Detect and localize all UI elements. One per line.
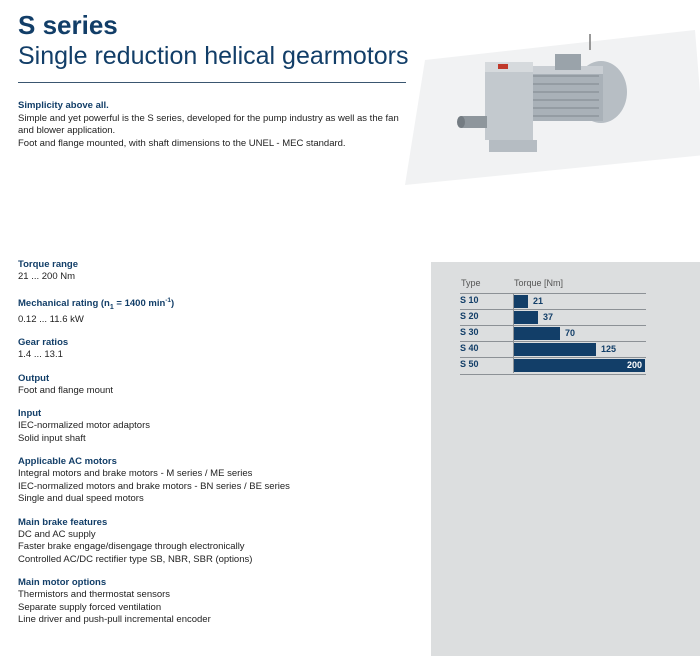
spec-value: Solid input shaft <box>18 432 86 444</box>
table-bottom-rule <box>460 374 646 375</box>
specs-list <box>18 258 418 637</box>
spec-ac-motors <box>18 455 418 506</box>
type-label: S 30 <box>460 327 479 337</box>
torque-column-header: Torque [Nm] <box>514 278 564 288</box>
torque-value-label: 21 <box>533 296 544 306</box>
spec-value: DC and AC supply <box>18 528 96 540</box>
spec-heading: Output <box>18 372 50 384</box>
torque-bar <box>514 343 596 356</box>
spec-output <box>18 372 418 398</box>
spec-value: 21 ... 200 Nm <box>18 271 76 282</box>
torque-bar <box>514 327 560 340</box>
torque-row <box>460 341 646 357</box>
intro-block <box>18 100 418 150</box>
spec-heading: Input <box>18 408 42 420</box>
type-column-header: Type <box>461 278 481 288</box>
spec-torque-range <box>18 258 418 284</box>
torque-value-label: 37 <box>543 312 554 322</box>
torque-value-label: 200 <box>626 360 642 370</box>
intro-line: and blower application. <box>18 125 116 136</box>
spec-heading: Applicable AC motors <box>18 456 117 468</box>
type-label: S 20 <box>460 311 479 321</box>
spec-heading: Gear ratios <box>18 337 69 349</box>
spec-motor-options <box>18 576 418 627</box>
spec-heading: Main brake features <box>18 516 108 528</box>
page-subtitle: Single reduction helical gearmotors <box>18 42 409 70</box>
torque-row <box>460 293 646 309</box>
type-label: S 50 <box>460 359 479 369</box>
spec-input <box>18 407 418 445</box>
torque-row <box>460 357 646 373</box>
spec-value: Separate supply forced ventilation <box>18 601 162 613</box>
intro-heading: Simplicity above all. <box>18 100 109 111</box>
spec-heading: Torque range <box>18 259 78 270</box>
spec-value: 1.4 ... 13.1 <box>18 349 63 361</box>
torque-value-label: 70 <box>565 328 576 338</box>
spec-mechanical-rating <box>18 294 418 327</box>
spec-value: Integral motors and brake motors - M series / ME series <box>18 468 253 480</box>
spec-value: IEC-normalized motor adaptors <box>18 420 150 432</box>
spec-heading: Mechanical rating ($n_1 = 1400$ $\min^{-1}$) <box>18 296 175 311</box>
spec-value: Thermistors and thermostat sensors <box>18 589 171 601</box>
spec-value: Foot and flange mount <box>18 384 114 396</box>
page-title: S series <box>18 10 118 40</box>
spec-brake-features <box>18 516 418 567</box>
spec-heading: Main motor options <box>18 577 107 589</box>
intro-line: Simple and yet powerful is the S series, developed for the pump industry as well as the fan <box>18 112 399 124</box>
type-label: S 10 <box>460 295 479 305</box>
spec-gear-ratios <box>18 336 418 362</box>
torque-bar <box>514 311 538 324</box>
spec-value: 0.12 ... 11.6 kW <box>18 313 84 325</box>
intro-line: Foot and flange mounted, with shaft dimensions to the UNEL - MEC standard. <box>18 137 346 149</box>
torque-bar <box>514 359 645 372</box>
torque-row <box>460 325 646 341</box>
torque-value-label: 125 <box>601 344 617 354</box>
spec-value: Faster brake engage/disengage through electronically <box>18 541 245 553</box>
title-divider <box>18 82 406 83</box>
spec-value: IEC-normalized motors and brake motors - BN series / BE series <box>18 480 290 492</box>
spec-value: Controlled AC/DC rectifier type SB, NBR, SBR (options) <box>18 553 253 565</box>
torque-row <box>460 309 646 325</box>
type-label: S 40 <box>460 343 479 353</box>
spec-value: Line driver and push-pull incremental encoder <box>18 614 211 626</box>
spec-value: Single and dual speed motors <box>18 493 144 505</box>
torque-bar <box>514 295 528 308</box>
gearmotor-image <box>405 30 700 185</box>
